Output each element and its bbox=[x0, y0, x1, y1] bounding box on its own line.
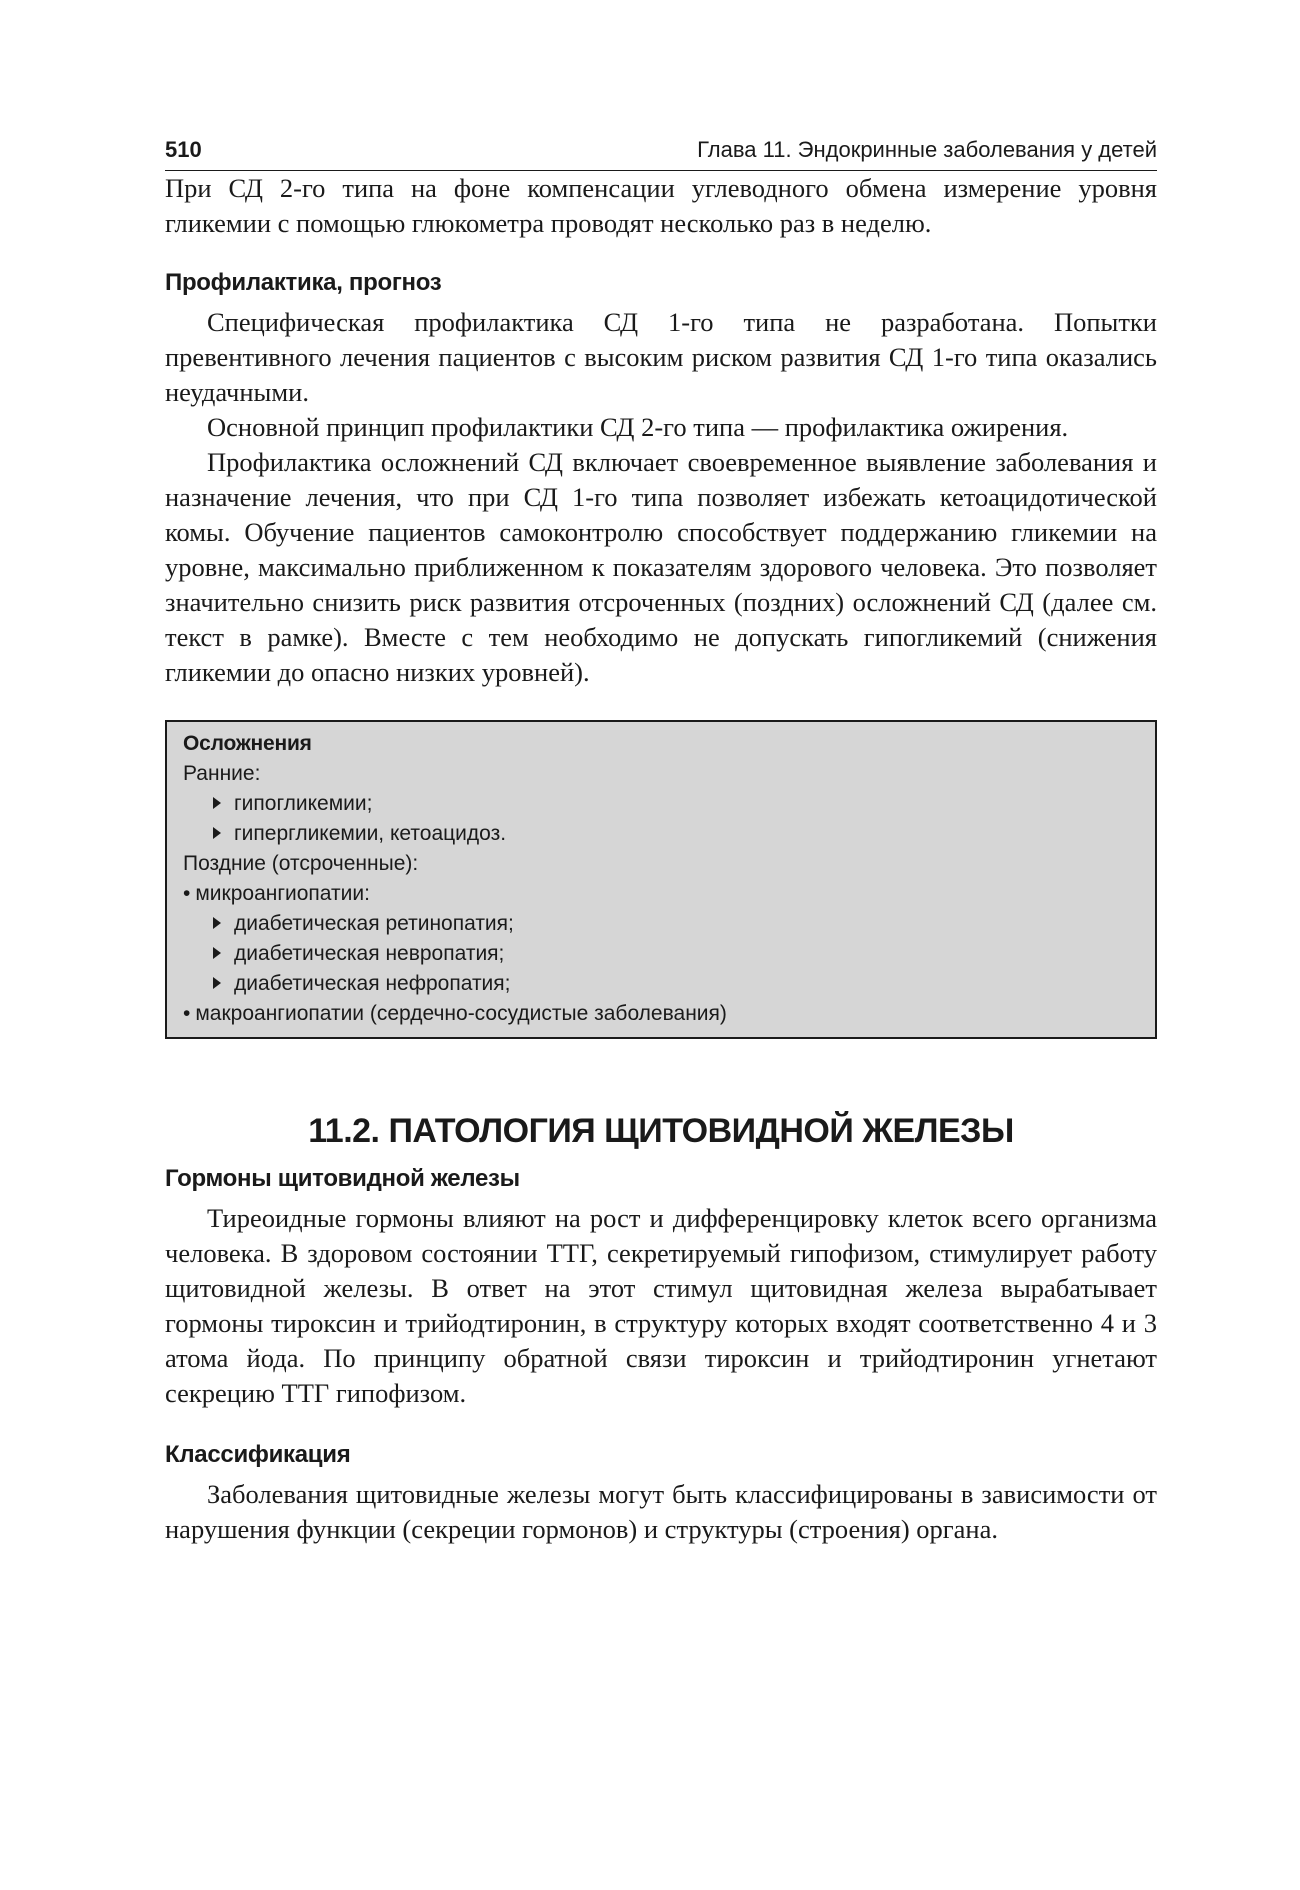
list-item: диабетическая нефропатия; bbox=[183, 969, 1139, 999]
list-item: гипогликемии; bbox=[183, 789, 1139, 819]
classification-paragraph: Заболевания щитовидные железы могут быть классифицированы в зависимости от нарушения функции (секреции гормонов) и структуры (строения) органа. bbox=[165, 1479, 1157, 1544]
late-complications-label: Поздние (отсроченные): bbox=[183, 852, 419, 875]
complications-title: Осложнения bbox=[183, 732, 312, 755]
prevention-paragraph-2: Основной принцип профилактики СД 2-го типа — профилактика ожирения. bbox=[207, 412, 1069, 442]
body-text bbox=[165, 171, 1157, 690]
list-item: гипергликемии, кетоацидоз. bbox=[183, 819, 1139, 849]
prevention-heading: Профилактика, прогноз bbox=[165, 269, 442, 296]
complications-box bbox=[165, 720, 1157, 1039]
triangle-bullet-icon bbox=[213, 947, 221, 959]
section-title: 11.2. ПАТОЛОГИЯ ЩИТОВИДНОЙ ЖЕЛЕЗЫ bbox=[308, 1112, 1014, 1150]
running-header bbox=[165, 136, 1157, 171]
thyroid-section bbox=[165, 1163, 1157, 1547]
list-item: • микроангиопатии: bbox=[183, 879, 1139, 909]
triangle-bullet-icon bbox=[213, 797, 221, 809]
prevention-paragraph-3: Профилактика осложнений СД включает своевременное выявление заболевания и назначение лечения, что при СД 1-го типа позволяет избежать кетоацидотической комы. Обучение пациентов самоконтролю способствует поддержанию гликемии на уровне, максимально приближенном к показателям здорового человека. Это позволяет значительно снизить риск развития отсроченных (поздних) осложнений СД (далее см. текст в рамке). Вместе с тем необходимо не допускать гипогликемий (снижения гликемии до опасно низких уровней). bbox=[165, 447, 1157, 687]
list-item: диабетическая ретинопатия; bbox=[183, 909, 1139, 939]
classification-heading: Классификация bbox=[165, 1441, 351, 1468]
intro-paragraph: При СД 2-го типа на фоне компенсации углеводного обмена измерение уровня гликемии с помощью глюкометра проводят несколько раз в неделю. bbox=[165, 173, 1157, 238]
book-page bbox=[165, 136, 1157, 1547]
chapter-title: Глава 11. Эндокринные заболевания у детей bbox=[697, 137, 1157, 162]
triangle-bullet-icon bbox=[213, 827, 221, 839]
page-number: 510 bbox=[165, 137, 202, 162]
prevention-paragraph-1: Специфическая профилактика СД 1-го типа не разработана. Попытки превентивного лечения пациентов с высоким риском развития СД 1-го типа оказались неудачными. bbox=[165, 307, 1157, 407]
early-complications-label: Ранние: bbox=[183, 762, 261, 785]
list-item: • макроангиопатии (сердечно-сосудистые заболевания) bbox=[183, 999, 1139, 1029]
round-bullet-icon: • bbox=[183, 1002, 191, 1025]
hormones-heading: Гормоны щитовидной железы bbox=[165, 1165, 520, 1192]
triangle-bullet-icon bbox=[213, 977, 221, 989]
hormones-paragraph: Тиреоидные гормоны влияют на рост и дифференцировку клеток всего организма человека. В здоровом состоянии ТТГ, секретируемый гипофизом, стимулирует работу щитовидной железы. В ответ на этот стимул щитовидная железа вырабатывает гормоны тироксин и трийодтиронин, в структуру которых входят соответственно 4 и 3 атома йода. По принципу обратной связи тироксин и трийодтиронин угнетают секрецию ТТГ гипофизом. bbox=[165, 1203, 1157, 1408]
round-bullet-icon: • bbox=[183, 882, 191, 905]
list-item: диабетическая невропатия; bbox=[183, 939, 1139, 969]
triangle-bullet-icon bbox=[213, 917, 221, 929]
